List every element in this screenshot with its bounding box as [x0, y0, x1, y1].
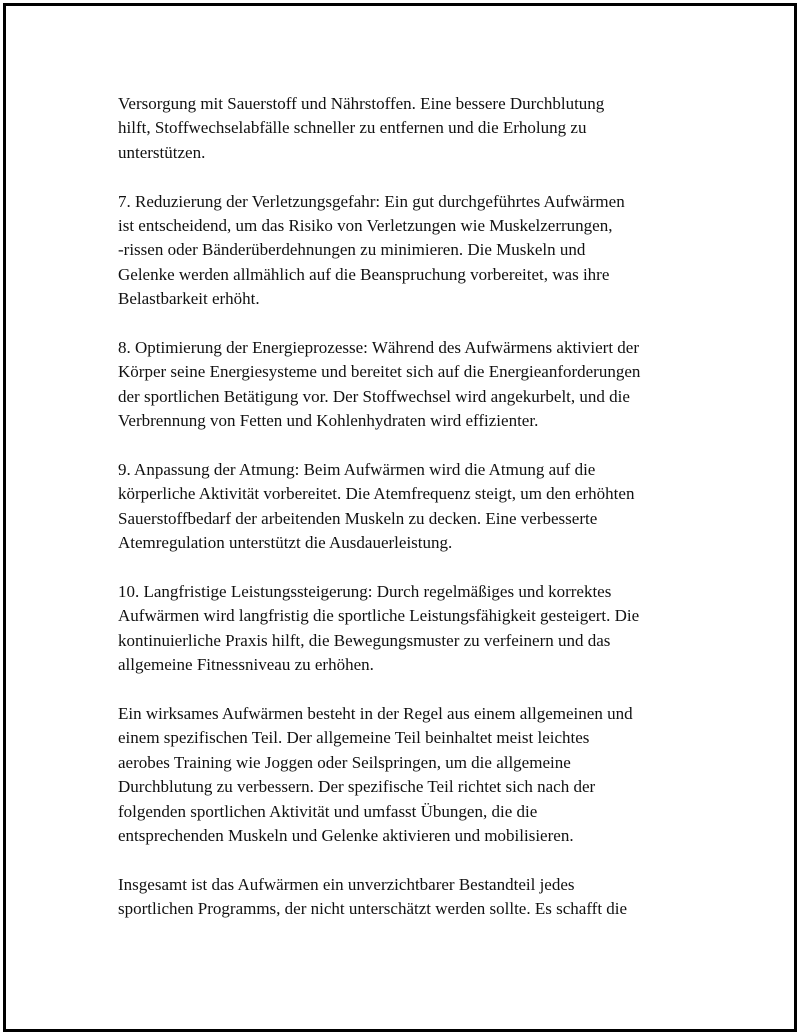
paragraph-injury-reduction: 7. Reduzierung der Verletzungsgefahr: Ein gut durchgeführtes Aufwärmen ist entscheidend, um das Risiko von Verletzungen wie Muskelzerrungen, -rissen oder Bänderüberdehnungen zu minimieren. Die Muskeln und Gelenke werden allmählich auf die Beanspruchung vorbereitet, was ihre Belastbarkeit erhöht. [118, 191, 625, 309]
paragraph-warmup-structure: Ein wirksames Aufwärmen besteht in der Regel aus einem allgemeinen und einem spezifischen Teil. Der allgemeine Teil beinhaltet meist leichtes aerobes Training wie Joggen oder Seilspringen, um die allgemeine Durchblutung zu verbessern. Der spezifische Teil richtet sich nach der folgenden sportlichen Aktivität und umfasst Übungen, die die entsprechenden Muskeln und Gelenke aktivieren und mobilisieren. [118, 704, 633, 846]
paragraph-energy-optimization: 8. Optimierung der Energieprozesse: Während des Aufwärmens aktiviert der Körper seine Energiesysteme und bereitet sich auf die Energieanforderungen der sportlichen Betätigung vor. Der Stoffwechsel wird angekurbelt, und die Verbrennung von Fetten und Kohlenhydraten wird effizienter. [118, 338, 641, 431]
paragraph-breathing-adjustment: 9. Anpassung der Atmung: Beim Aufwärmen wird die Atmung auf die körperliche Aktivität vorbereitet. Die Atemfrequenz steigt, um den erhöhten Sauerstoffbedarf der arbeitenden Muskeln zu decken. Eine verbesserte Atemregulation unterstützt die Ausdauerleistung. [118, 460, 635, 553]
paragraph-long-term-performance: 10. Langfristige Leistungssteigerung: Durch regelmäßiges und korrektes Aufwärmen wird langfristig die sportliche Leistungsfähigkeit gesteigert. Die kontinuierliche Praxis hilft, die Bewegungsmuster zu verfeinern und das allgemeine Fitnessniveau zu erhöhen. [118, 582, 640, 675]
document-body [118, 92, 688, 922]
paragraph-circulation-continuation: Versorgung mit Sauerstoff und Nährstoffen. Eine bessere Durchblutung hilft, Stoffwechselabfälle schneller zu entfernen und die Erholung zu unterstützen. [118, 94, 605, 162]
paragraph-conclusion: Insgesamt ist das Aufwärmen ein unverzichtbarer Bestandteil jedes sportlichen Programms, der nicht unterschätzt werden sollte. Es schafft die [118, 874, 628, 919]
